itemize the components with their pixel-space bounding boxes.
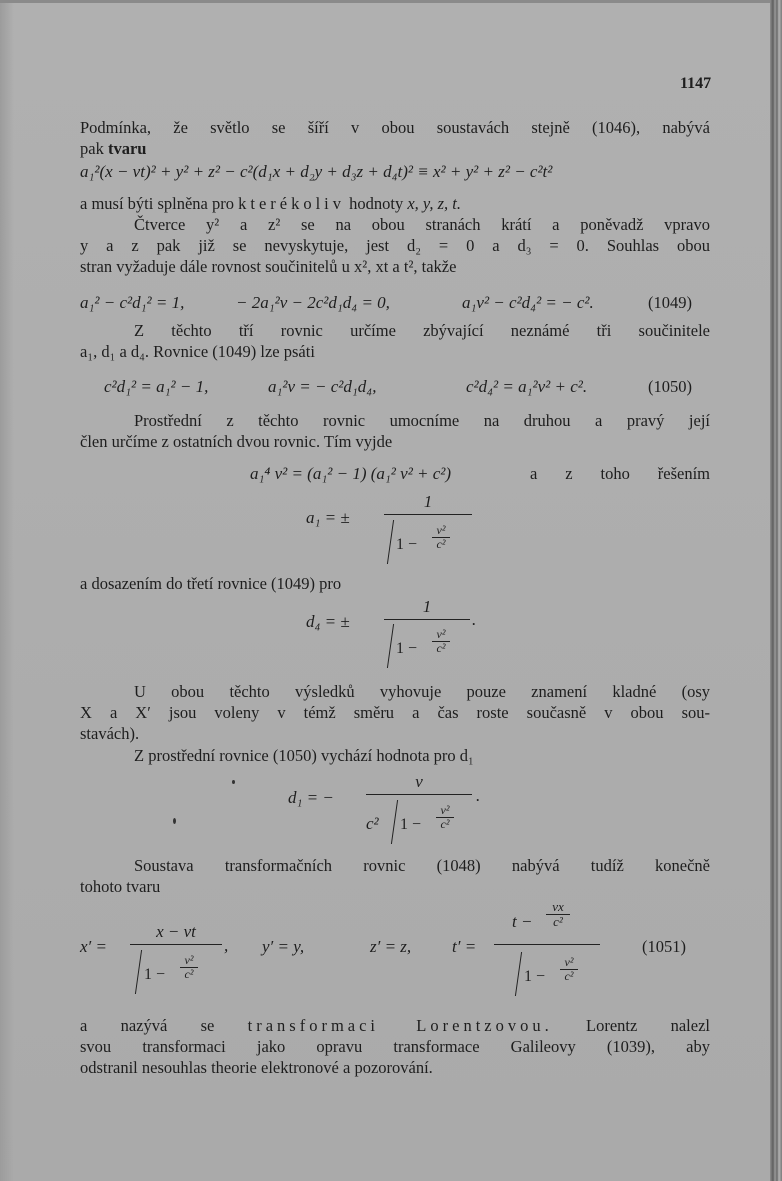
text-line: Z těchto tří rovnic určíme zbývající neznámé tři součinitele [134, 321, 710, 340]
text-line [80, 1016, 710, 1036]
equation-x-prime-lhs: x′ = [80, 937, 107, 956]
radical-sign [125, 950, 142, 994]
inner-numerator: v² [436, 523, 446, 537]
fraction-bar [494, 944, 600, 945]
inner-denominator: c² [560, 969, 578, 983]
radical-sign [377, 624, 394, 668]
radical-sign [505, 952, 522, 996]
inner-fraction [560, 956, 578, 983]
numerator: 1 [422, 597, 432, 616]
text-bold: tvaru [107, 139, 147, 158]
text-span: pak [80, 139, 108, 158]
inner-denominator: c² [546, 914, 570, 929]
equation-1050-part2: a₁²v = − c²d₁d₄, [268, 377, 377, 396]
scan-speck [173, 818, 176, 824]
text-line: Soustava transformačních rovnic (1048) nabývá tudíž konečně [134, 856, 710, 875]
radicand: 1 − [524, 968, 546, 985]
radical [128, 950, 222, 1000]
fraction-bar [384, 514, 472, 515]
text-line: Čtverce y² a z² se na obou stranách krátí a poněvadž vpravo [134, 215, 710, 234]
radical [380, 520, 472, 570]
equation-1049-part3: a₁v² − c²d₄² = − c². [462, 293, 594, 312]
equation-y-prime: y′ = y, [262, 937, 305, 956]
equation-condition: a₁²(x − vt)² + y² + z² − c²(d₁x + d₂y + d₃z + d₄t)² ≡ x² + y² + z² − c²t² [80, 162, 553, 181]
inner-fraction [432, 628, 450, 655]
spaced-emphasis: transformaci Lorentzovou. [247, 1016, 553, 1035]
inner-fraction [432, 524, 450, 551]
equation-z-prime: z′ = z, [370, 937, 412, 956]
text-line: tohoto tvaru [80, 877, 161, 896]
equation-a1-lhs: a₁ = ± [306, 508, 350, 527]
fraction [130, 922, 222, 945]
equation-squared: a₁⁴ v² = (a₁² − 1) (a₁² v² + c²) [250, 464, 452, 483]
text-line: stran vyžaduje dále rovnost součinitelů u x², xt a t², takže [80, 257, 457, 276]
numerator-t: t − [512, 912, 533, 931]
inner-fraction [546, 900, 570, 929]
inner-numerator: v² [436, 627, 446, 641]
fraction [384, 492, 472, 515]
text-line: U obou těchto výsledků vyhovuje pouze znamení kladné (osy [134, 682, 710, 701]
equation-1050-part3: c²d₄² = a₁²v² + c². [466, 377, 588, 396]
fraction-bar [384, 619, 470, 620]
inner-fraction [180, 954, 198, 981]
inner-fraction [436, 804, 454, 831]
text-span: a nazývá se [80, 1016, 248, 1035]
radical-sign [381, 800, 398, 844]
radicand: 1 − [396, 640, 418, 657]
fraction [494, 900, 600, 945]
binding-edge [770, 0, 782, 1181]
text-line: X a X′ jsou voleny v témž směru a čas roste současně v obou sou- [80, 703, 710, 722]
radicand: 1 − [396, 536, 418, 553]
equation-1049-part2: − 2a₁²v − 2c²d₁d₄ = 0, [236, 293, 390, 312]
text-span: Lorentz nalezl [552, 1016, 710, 1035]
inner-denominator: c² [180, 967, 198, 981]
inner-denominator: c² [436, 817, 454, 831]
radical [384, 800, 472, 850]
inner-denominator: c² [432, 537, 450, 551]
fraction-bar [366, 794, 472, 795]
inner-numerator: v² [440, 803, 450, 817]
text-span: a musí býti splněna pro [80, 194, 239, 213]
text-line: y a z pak již se nevyskytuje, jest d₂ = 0 a d₃ = 0. Souhlas obou [80, 236, 710, 255]
radical [508, 952, 600, 1002]
c-squared-factor: c² [366, 814, 379, 833]
text-line: a z toho řešením [530, 464, 710, 483]
numerator: v [415, 772, 423, 791]
equation-number: (1049) [648, 293, 692, 312]
radical [380, 624, 470, 674]
equation-d1-lhs: d₁ = − [288, 788, 334, 807]
comma: , [224, 936, 229, 955]
fraction-bar [130, 944, 222, 945]
text-line [80, 194, 461, 214]
inner-denominator: c² [432, 641, 450, 655]
page-number: 1147 [680, 75, 712, 92]
text-line: svou transformaci jako opravu transformace Galileovy (1039), aby [80, 1037, 710, 1056]
text-line: Prostřední z těchto rovnic umocníme na druhou a pravý její [134, 411, 710, 430]
equation-1050-part1: c²d₁² = a₁² − 1, [104, 377, 209, 396]
equation-number: (1051) [642, 937, 686, 956]
inner-numerator: vx [552, 899, 564, 914]
text-line: a dosazením do třetí rovnice (1049) pro [80, 574, 342, 593]
text-line: odstranil nesouhlas theorie elektronové a pozorování. [80, 1058, 433, 1077]
text-line: Podmínka, že světlo se šíří v obou soustavách stejně (1046), nabývá [80, 118, 710, 137]
scan-speck [232, 780, 235, 784]
text-span: hodnoty [345, 194, 408, 213]
equation-t-prime-lhs: t′ = [452, 937, 477, 956]
equation-1049-part1: a₁² − c²d₁² = 1, [80, 293, 185, 312]
text-line: stavách). [80, 724, 140, 743]
numerator: x − vt [156, 922, 196, 941]
period: . [472, 610, 477, 629]
radical-sign [377, 520, 394, 564]
text-line: Z prostřední rovnice (1050) vychází hodnota pro d₁ [134, 746, 474, 765]
numerator: 1 [423, 492, 433, 511]
numerator [494, 900, 600, 936]
inner-numerator: v² [564, 955, 574, 969]
text-line: člen určíme z ostatních dvou rovnic. Tím vyjde [80, 432, 393, 451]
spaced-emphasis: kterékoliv [238, 194, 346, 213]
equation-d4-lhs: d₄ = ± [306, 612, 350, 631]
fraction [366, 772, 472, 795]
fraction [384, 597, 470, 620]
period: . [476, 786, 481, 805]
text-line [80, 139, 146, 159]
radicand: 1 − [144, 966, 166, 983]
inner-numerator: v² [184, 953, 194, 967]
equation-number: (1050) [648, 377, 692, 396]
radicand: 1 − [400, 816, 422, 833]
text-line: a₁, d₁ a d₄. Rovnice (1049) lze psáti [80, 342, 315, 361]
variables: x, y, z, t. [407, 194, 461, 213]
